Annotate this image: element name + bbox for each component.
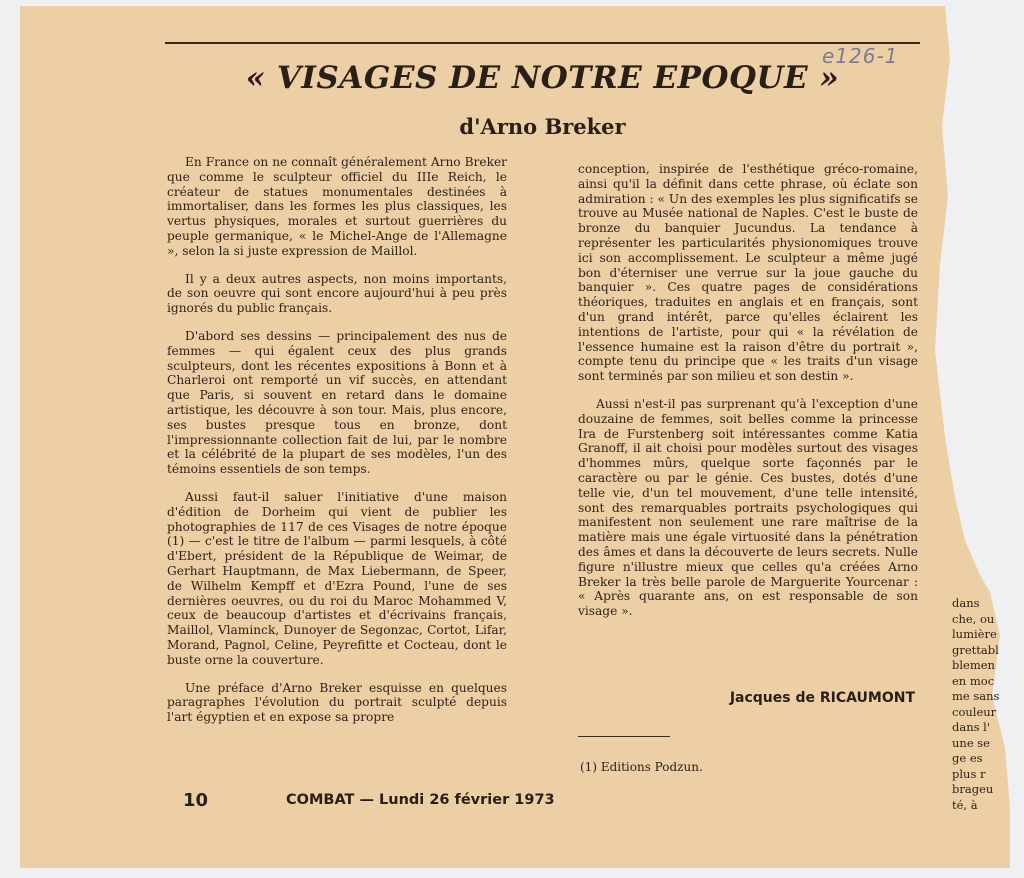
left-paragraph-2: Il y a deux autres aspects, non moins importants, de son oeuvre qui sont encore aujourd'hui à peu près ignorés du public français. xyxy=(167,271,507,316)
fragment-line: grettabl xyxy=(952,642,999,657)
footnote-rule xyxy=(578,736,670,737)
fragment-line: plus r xyxy=(952,766,986,781)
fragment-line: blemen xyxy=(952,658,995,672)
right-paragraph-2: Aussi n'est-il pas surprenant qu'à l'exception d'une douzaine de femmes, soit belles comme la princesse Ira de Furstenberg soit intéressantes comme Katia Granoff, il ait choisi pour modèles surtout des visages d'hommes mûrs, quelque sorte façonnés par le caractère ou par le génie. Ces bustes, dotés d'une telle vie, d'un tel mouvement, d'une telle intensité, sont des remarquables portraits psychologiques qui manifestent non seulement une rare maîtrise de la matière mais une égale virtuosité dans la pénétration des âmes et dans la découverte de leurs secrets. Nulle figure n'illustre mieux que celles qu'a créées Arno Breker la très belle parole de Marguerite Yourcenar : « Après quarante ans, on est responsable de son visage ». xyxy=(578,396,918,619)
adjacent-article-fragment xyxy=(952,596,1004,813)
footnote: (1) Editions Podzun. xyxy=(580,760,703,774)
left-paragraph-5: Une préface d'Arno Breker esquisse en quelques paragraphes l'évolution du portrait sculpté depuis l'art égyptien et en expose sa propre xyxy=(167,680,507,725)
fragment-line: me sans xyxy=(952,689,1000,703)
left-paragraph-1: En France on ne connaît généralement Arno Breker que comme le sculpteur officiel du IIIe Reich, le créateur de statues monumentales destinées à immortaliser, dans les formes les plus classiques, les vertus physiques, morales et surtout guerrières du peuple germanique, « le Michel-Ange de l'Allemagne », selon la si juste expression de Maillol. xyxy=(167,155,507,258)
fragment-line: dans l' xyxy=(952,720,991,734)
page-number: 10 xyxy=(183,790,209,811)
author-signature: Jacques de RICAUMONT xyxy=(729,690,915,706)
left-paragraph-3: D'abord ses dessins — principalement des nus de femmes — qui égalent ceux des plus grands sculpteurs, dont les récentes expositions à Bonn et à Charleroi ont remporté un vif succès, en attendant que Paris, si souvent en retard dans le domaine artistique, les découvre à son tour. Mais, plus encore, ses bustes presque tous en bronze, dont l'impressionnante collection fait de lui, par le nombre et la célébrité de la plupart de ses modèles, l'un des témoins essentiels de son temps. xyxy=(167,328,507,477)
fragment-line: té, à xyxy=(952,797,978,812)
dateline: COMBAT — Lundi 26 février 1973 xyxy=(286,792,555,808)
left-paragraph-4: Aussi faut-il saluer l'initiative d'une maison d'édition de Dorheim qui vient de publier les photographies de 117 de ces Visages de notre époque (1) — c'est le titre de l'album — parmi lesquels, à côté d'Ebert, président de la République de Weimar, de Gerhart Hauptmann, de Max Liebermann, de Speer, de Wilhelm Kempff et d'Ezra Pound, l'une de ses dernières oeuvres, ou du roi du Maroc Mohammed V, ceux de beaucoup d'artistes et d'écrivains français, Maillol, Vlaminck, Dunoyer de Segonzac, Cortot, Lifar, Morand, Pagnol, Celine, Peyrefitte et Cocteau, dont le buste orne la couverture. xyxy=(167,489,507,667)
fragment-line: couleur xyxy=(952,704,997,719)
left-column xyxy=(167,155,507,738)
right-paragraph-1: conception, inspirée de l'esthétique gréco-romaine, ainsi qu'il la définit dans cette phrase, où éclate son admiration : « Un des exemples les plus significatifs se trouve au Musée national de Naples. C'est le buste de bronze du banquier Jucundus. La tendance à représenter les particularités physionomiques trouve ici son accomplissement. Le sculpteur a même jugé bon d'éterniser une verrue sur la joue gauche du banquier ». Ces quatre pages de considérations théoriques, traduites en anglais et en français, sont d'un grand intérêt, parce qu'elles éclairent les intentions de l'artiste, pour qui « la révélation de l'essence humaine est la raison d'être du portrait », compte tenu du principe que « les traits d'un visage sont terminés par son milieu et son destin ». xyxy=(578,162,918,384)
fragment-line: ge es xyxy=(952,751,983,765)
top-rule xyxy=(165,42,920,44)
article-headline: « VISAGES DE NOTRE EPOQUE » xyxy=(245,60,840,96)
catalog-mark: e126-1 xyxy=(822,44,899,68)
fragment-line: brageu xyxy=(952,782,994,796)
fragment-line: en moc xyxy=(952,673,995,688)
fragment-line: une se xyxy=(952,735,990,750)
article-byline: d'Arno Breker xyxy=(459,114,626,139)
right-column xyxy=(578,162,918,632)
fragment-line: lumière xyxy=(952,627,997,641)
fragment-line: che, ou xyxy=(952,611,995,626)
fragment-line: dans xyxy=(952,596,980,610)
